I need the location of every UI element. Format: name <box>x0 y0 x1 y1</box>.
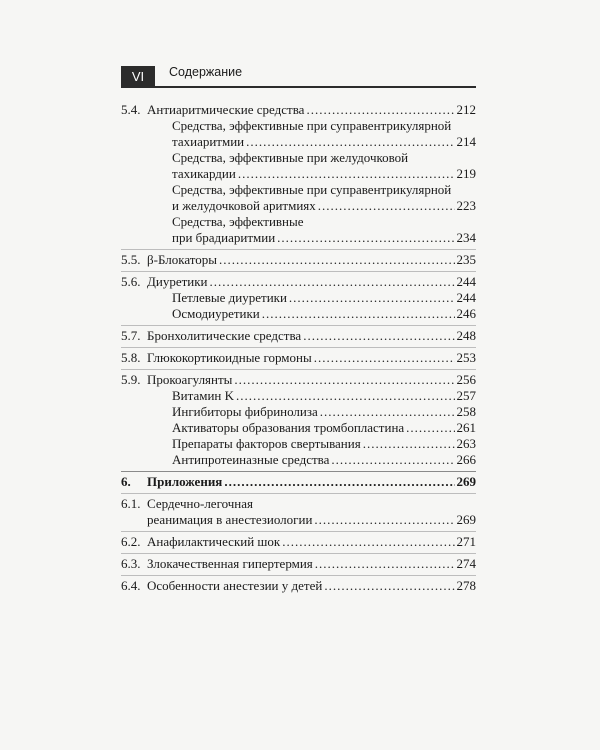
toc-section-6-2 <box>121 531 476 553</box>
entry-page: 269 <box>456 474 476 489</box>
leader-dots <box>306 102 454 118</box>
entry-title: β-Блокаторы <box>147 252 218 267</box>
entry-title-line2: при брадиаритмии <box>172 230 276 245</box>
entry-title-line1: Средства, эффективные при желудочковой <box>172 150 409 165</box>
toc-subentry[interactable] <box>121 182 476 214</box>
entry-page: 248 <box>456 328 476 343</box>
leader-dots <box>246 134 454 150</box>
entry-number: 6.2. <box>121 534 141 549</box>
entry-number: 6.4. <box>121 578 141 593</box>
entry-page: 235 <box>456 252 476 267</box>
entry-page: 244 <box>456 290 476 305</box>
entry-page: 269 <box>456 512 476 527</box>
leader-dots <box>363 436 455 452</box>
toc-entry[interactable] <box>121 534 476 550</box>
toc-section-5-4 <box>121 100 476 249</box>
leader-dots <box>406 420 454 436</box>
entry-title: Активаторы образования тромбопластина <box>172 420 405 435</box>
entry-title: Антипротеиназные средства <box>172 452 330 467</box>
entry-number: 6.3. <box>121 556 141 571</box>
entry-title: Витамин K <box>172 388 235 403</box>
entry-title-line2: тахикардии <box>172 166 236 181</box>
leader-dots <box>315 556 455 572</box>
entry-number: 5.9. <box>121 372 141 387</box>
toc-entry[interactable] <box>121 556 476 572</box>
toc-entry[interactable] <box>121 102 476 118</box>
entry-number: 5.8. <box>121 350 141 365</box>
leader-dots <box>324 578 454 594</box>
leader-dots <box>282 534 454 550</box>
toc-subentry[interactable] <box>121 420 476 436</box>
entry-title: Препараты факторов свертывания <box>172 436 361 451</box>
entry-page: 256 <box>456 372 476 387</box>
leader-dots <box>318 198 455 214</box>
entry-title: Злокачественная гипертермия <box>147 556 313 571</box>
header-rule <box>155 86 476 88</box>
leader-dots <box>314 350 455 366</box>
toc-entry[interactable] <box>121 350 476 366</box>
toc-subentry[interactable] <box>121 118 476 150</box>
entry-page: 261 <box>456 420 476 435</box>
entry-page: 258 <box>456 404 476 419</box>
leader-dots <box>238 166 455 182</box>
leader-dots <box>277 230 454 246</box>
toc-subentry[interactable] <box>121 290 476 306</box>
entry-title-line1: Средства, эффективные при суправентрикулярной <box>172 118 452 133</box>
entry-title: Прокоагулянты <box>147 372 233 387</box>
toc-section-5-9 <box>121 369 476 471</box>
toc-entry[interactable] <box>121 496 476 528</box>
entry-title-line2: реанимация в анестезиологии <box>147 512 313 527</box>
entry-number: 5.5. <box>121 252 141 267</box>
leader-dots <box>219 252 454 268</box>
header-title: Содержание <box>169 65 243 79</box>
entry-number: 5.7. <box>121 328 141 343</box>
entry-title-line2: и желудочковой аритмиях <box>172 198 316 213</box>
entry-page: 244 <box>456 274 476 289</box>
leader-dots <box>289 290 455 306</box>
toc-subentry[interactable] <box>121 452 476 468</box>
toc-subentry[interactable] <box>121 214 476 246</box>
entry-number: 6.1. <box>121 496 141 511</box>
toc-subentry[interactable] <box>121 388 476 404</box>
leader-dots <box>234 372 454 388</box>
entry-number: 6. <box>121 474 131 489</box>
entry-page: 271 <box>456 534 476 549</box>
toc-section-6-3 <box>121 553 476 575</box>
toc-subentry[interactable] <box>121 404 476 420</box>
entry-page: 278 <box>456 578 476 593</box>
entry-title: Диуретики <box>147 274 208 289</box>
toc-chapter-entry[interactable] <box>121 474 476 490</box>
entry-title: Ингибиторы фибринолиза <box>172 404 318 419</box>
entry-page: 214 <box>456 134 476 149</box>
toc-subentry[interactable] <box>121 306 476 322</box>
entry-title: Анафилактический шок <box>147 534 281 549</box>
entry-page: 212 <box>456 102 476 117</box>
toc-section-6-4 <box>121 575 476 597</box>
toc-section-5-8 <box>121 347 476 369</box>
entry-title: Приложения <box>147 474 223 489</box>
leader-dots <box>331 452 454 468</box>
toc-entry[interactable] <box>121 274 476 290</box>
entry-page: 263 <box>456 436 476 451</box>
toc-entry[interactable] <box>121 328 476 344</box>
leader-dots <box>236 388 454 404</box>
entry-number: 5.4. <box>121 102 141 117</box>
toc-entry[interactable] <box>121 252 476 268</box>
entry-page: 266 <box>456 452 476 467</box>
leader-dots <box>314 512 454 528</box>
toc-section-5-6 <box>121 271 476 325</box>
page-number-label: VI <box>121 66 155 88</box>
page-header <box>121 62 476 88</box>
entry-title: Антиаритмические средства <box>147 102 305 117</box>
leader-dots <box>210 274 455 290</box>
entry-title-line1: Средства, эффективные при суправентрикулярной <box>172 182 452 197</box>
entry-page: 223 <box>456 198 476 213</box>
entry-title-line2: тахиаритмии <box>172 134 245 149</box>
entry-number: 5.6. <box>121 274 141 289</box>
entry-title: Петлевые диуретики <box>172 290 287 305</box>
entry-page: 274 <box>456 556 476 571</box>
entry-title: Осмодиуретики <box>172 306 260 321</box>
entry-title: Глюкокортикоидные гормоны <box>147 350 312 365</box>
toc-section-6-1 <box>121 493 476 531</box>
entry-page: 246 <box>456 306 476 321</box>
entry-page: 253 <box>456 350 476 365</box>
entry-title-line1: Средства, эффективные <box>172 214 304 229</box>
entry-page: 234 <box>456 230 476 245</box>
leader-dots <box>303 328 454 344</box>
toc-subentry[interactable] <box>121 436 476 452</box>
entry-title: Бронхолитические средства <box>147 328 302 343</box>
table-of-contents <box>121 100 476 597</box>
toc-chapter-6 <box>121 471 476 493</box>
entry-page: 219 <box>456 166 476 181</box>
entry-title-line1: Сердечно-легочная <box>147 496 253 511</box>
leader-dots <box>320 404 455 420</box>
toc-subentry[interactable] <box>121 150 476 182</box>
leader-dots <box>224 474 454 490</box>
entry-title: Особенности анестезии у детей <box>147 578 323 593</box>
entry-page: 257 <box>456 388 476 403</box>
toc-section-5-7 <box>121 325 476 347</box>
leader-dots <box>262 306 455 322</box>
toc-entry[interactable] <box>121 372 476 388</box>
toc-section-5-5 <box>121 249 476 271</box>
toc-entry[interactable] <box>121 578 476 594</box>
